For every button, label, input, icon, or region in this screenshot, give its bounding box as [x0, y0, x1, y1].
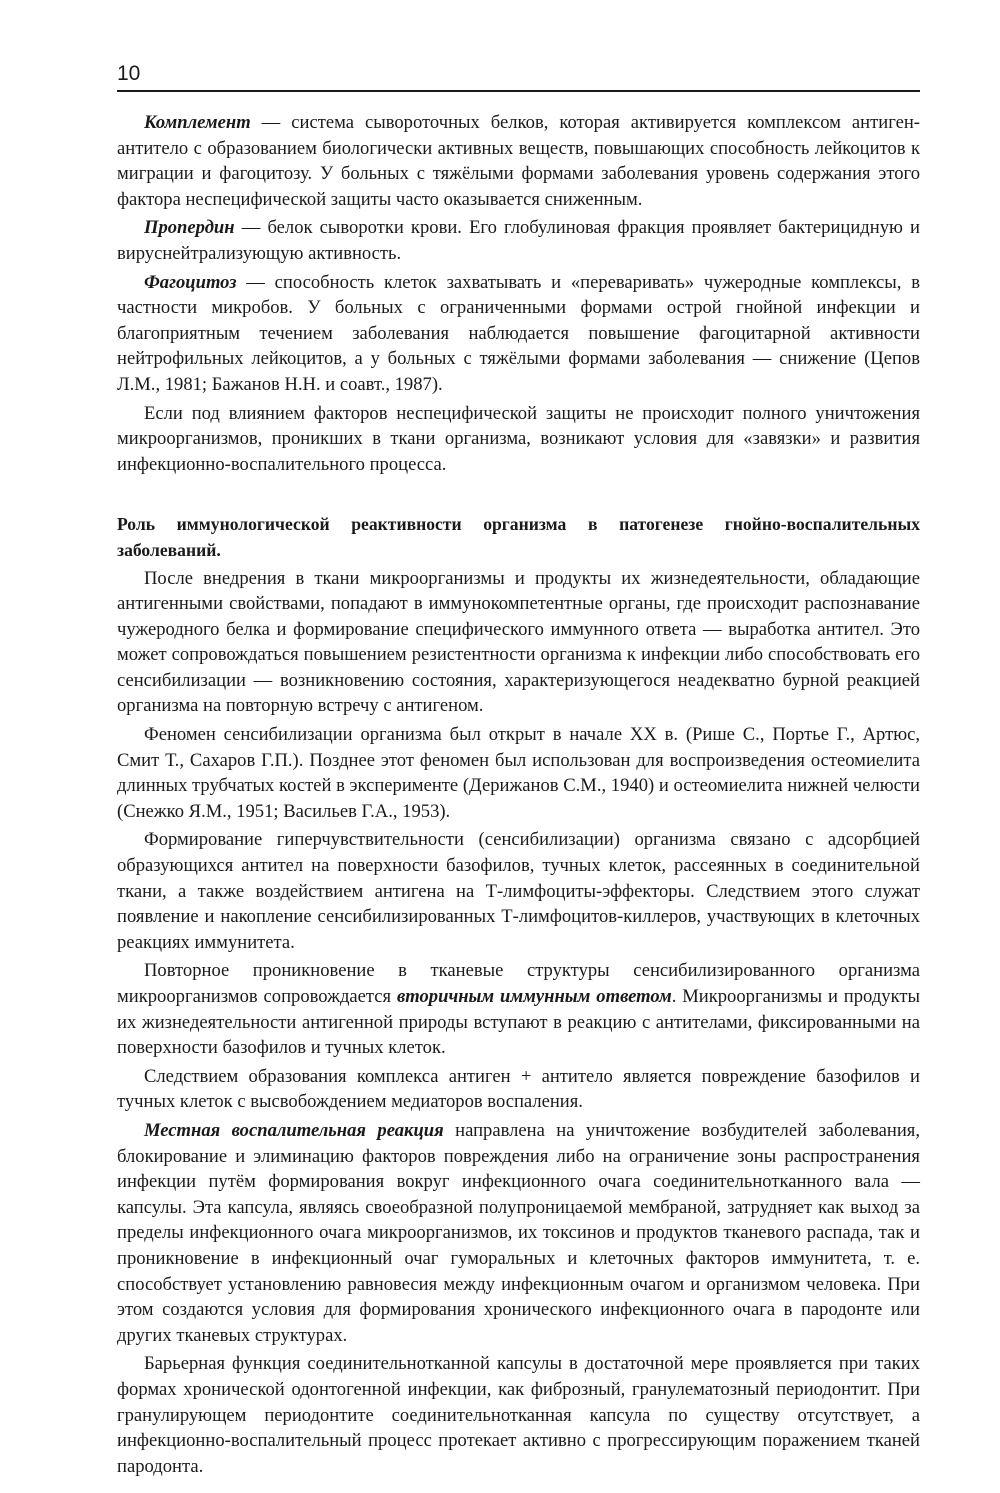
page-body	[117, 110, 920, 1482]
paragraph-antigen-response: После внедрения в ткани микроорганизмы и продукты их жизнедеятельности, обладающие антигенными свойствами, попадают в иммунокомпетентные органы, где происходит распознавание чужеродного белка и формирование специфического иммунного ответа — выработка антител. Это может сопровождаться повышением резистентности организма к инфекции либо способствовать его сенсибилизации — возникновению состояния, характеризующегося неадекватно бурной реакцией организма на повторную встречу с антигеном.	[117, 567, 920, 717]
paragraph-text: Повторное проникновение в тканевые структуры сенсибилизированного организма микроорганизмов сопровождается	[117, 960, 920, 1007]
paragraph-sensitization-phenomenon: Феномен сенсибилизации организма был открыт в начале XX в. (Рише С., Портье Г., Артюс, Смит Т., Сахаров Г.П.). Позднее этот феномен был использован для воспроизведения остеомиелита длинных трубчатых костей в эксперименте (Дерижанов С.М., 1940) и остеомиелита нижней челюсти (Снежко Я.М., 1951; Васильев Г.А., 1953).	[117, 724, 920, 822]
page-number: 10	[117, 62, 141, 85]
paragraph-barrier-function: Барьерная функция соединительнотканной капсулы в достаточной мере проявляется при таких формах хронической одонтогенной инфекции, как фиброзный, гранулематозный периодонтит. При гранулирующем периодонтите соединительнотканная капсула по существу отсутствует, а инфекционно-воспалительный процесс протекает активно с прогрессирующим поражением тканей пародонта.	[117, 1353, 920, 1477]
paragraph-properdin	[117, 215, 920, 266]
paragraph-complex-damage: Следствием образования комплекса антиген + антитело является повреждение базофилов и тучных клеток с высвобождением медиаторов воспаления.	[117, 1065, 920, 1113]
paragraph-text: — белок сыворотки крови. Его глобулиновая фракция проявляет бактерицидную и вируснейтрализующую активность.	[117, 217, 920, 264]
paragraph-text: направлена на уничтожение возбудителей заболевания, блокирование и элиминацию факторов повреждения либо на ограничение зоны распространения инфекции путём формирования вокруг инфекционного очага соединительнотканного вала — капсулы. Эта капсула, являясь своеобразной полупроницаемой мембраной, затрудняет как выход за пределы инфекционного очага микроорганизмов, их токсинов и продуктов тканевого распада, так и проникновение в инфекционный очаг гуморальных и клеточных факторов иммунитета, т. е. способствует установлению равновесия между инфекционным очагом и организмом человека. При этом создаются условия для формирования хронического инфекционного очага в пародонте или других тканевых структурах.	[117, 1119, 920, 1346]
paragraph-infection-conditions: Если под влиянием факторов неспецифической защиты не происходит полного уничтожения микроорганизмов, проникших в ткани организма, возникают условия для «завязки» и развития инфекционно-воспалительного процесса.	[117, 402, 920, 475]
paragraph-secondary-response	[117, 958, 920, 1060]
header-rule	[117, 90, 920, 92]
section-heading: Роль иммунологической реактивности организма в патогенезе гнойно-воспалительных заболеваний.	[117, 514, 920, 560]
paragraph-text: . Микроорганизмы и продукты их жизнедеятельности антигенной природы вступают в реакцию с антителами, фиксированными на поверхности базофилов и тучных клеток.	[117, 986, 920, 1059]
paragraph-local-inflammation	[117, 1118, 920, 1348]
term-properdin: Пропердин	[144, 217, 235, 239]
paragraph-hypersensitivity: Формирование гиперчувствительности (сенсибилизации) организма связано с адсорбцией образующихся антител на поверхности базофилов, тучных клеток, рассеянных в соединительной ткани, а также воздействием антигена на Т-лимфоциты-эффекторы. Следствием этого служат появление и накопление сенсибилизированных Т-лимфоцитов-киллеров, участвующих в клеточных реакциях иммунитета.	[117, 829, 920, 953]
term-complement: Комплемент	[144, 112, 251, 133]
paragraph-text: — система сывороточных белков, которая активируется комплексом антиген-антитело с образованием биологически активных веществ, повышающих способность лейкоцитов к миграции и фагоцитозу. У больных с тяжёлыми формами заболевания уровень содержания этого фактора неспецифической защиты часто оказывается сниженным.	[117, 112, 920, 210]
paragraph-text: — способность клеток захватывать и «переваривать» чужеродные комплексы, в частности микробов. У больных с ограниченными формами острой гнойной инфекции и благоприятным течением заболевания наблюдается повышение фагоцитарной активности нейтрофильных лейкоцитов, а у больных с тяжёлыми формами заболевания — снижение (Цепов Л.М., 1981; Бажанов Н.Н. и соавт., 1987).	[117, 271, 920, 395]
term-secondary-immune-response: вторичным иммунным ответом	[396, 986, 672, 1007]
term-local-inflammatory-reaction: Местная воспалительная реакция	[144, 1119, 444, 1141]
paragraph-phagocytosis	[117, 270, 920, 398]
term-phagocytosis: Фагоцитоз	[144, 271, 237, 293]
paragraph-complement	[117, 110, 920, 212]
